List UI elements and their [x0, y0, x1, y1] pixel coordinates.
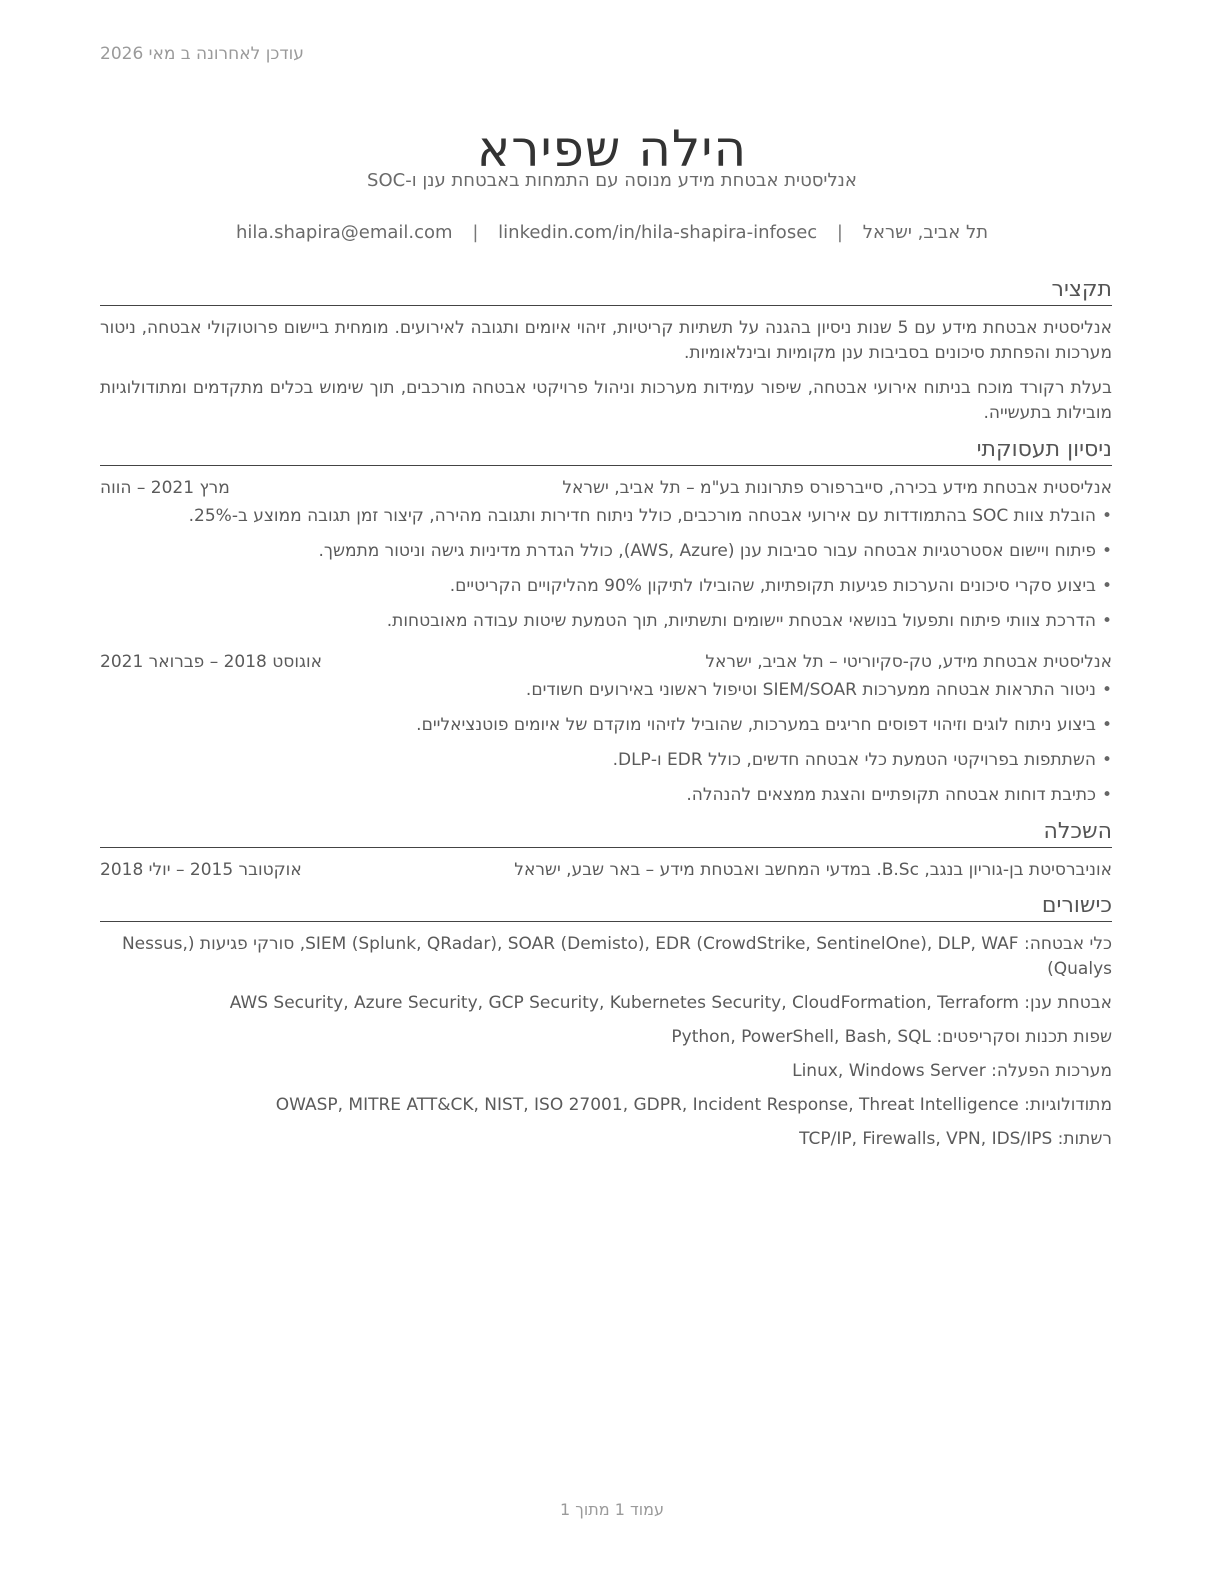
list-item: • השתתפות בפרויקטי הטמעת כלי אבטחה חדשים, כולל EDR ו-DLP. — [100, 748, 1096, 773]
section-title-skills: כישורים — [100, 892, 1112, 922]
section-title-education: השכלה — [100, 818, 1112, 848]
skill-row-methodologies: מתודולוגיות: OWASP, MITRE ATT&CK, NIST, ISO 27001, GDPR, Incident Response, Threat Intelligence — [275, 1095, 1112, 1115]
skills-section — [100, 892, 1112, 1152]
skill-row-programming: שפות תכנות וסקריפטים: Python, PowerShell, Bash, SQL — [671, 1027, 1112, 1047]
contact-separator: | — [836, 222, 843, 243]
skill-row-cloud-security: אבטחת ענן: AWS Security, Azure Security, GCP Security, Kubernetes Security, CloudFormation, Terraform — [229, 993, 1112, 1013]
list-item: • כתיבת דוחות אבטחה תקופתיים והצגת ממצאים להנהלה. — [100, 783, 1096, 808]
list-item: • פיתוח ויישום אסטרטגיות אבטחה עבור סביבות ענן (AWS, Azure), כולל הגדרת מדיניות גישה וניטור מתמשך. — [100, 539, 1096, 564]
summary-paragraph: בעלת רקורד מוכח בניתוח אירועי אבטחה, שיפור עמידות מערכות וניהול פרויקטי אבטחה מורכבים, תוך שימוש בכלים מתקדמים ומתודולוגיות מובילות בתעשייה. — [100, 378, 1112, 423]
skill-row-networking: רשתות: TCP/IP, Firewalls, VPN, IDS/IPS — [799, 1129, 1112, 1149]
job-dates: מרץ 2021 – הווה — [100, 478, 230, 498]
skill-row-operating-systems: מערכות הפעלה: Linux, Windows Server — [792, 1061, 1112, 1081]
experience-section — [100, 436, 1112, 808]
job-title-company: אנליסטית אבטחת מידע, טק-סקיוריטי – תל אביב, ישראל — [705, 652, 1112, 672]
page-number: עמוד 1 מתוך 1 — [560, 1500, 664, 1519]
education-dates: אוקטובר 2015 – יולי 2018 — [100, 860, 302, 880]
section-title-experience: ניסיון תעסוקתי — [100, 436, 1112, 466]
contact-location: תל אביב, ישראל — [862, 222, 989, 243]
contact-line — [0, 222, 1224, 243]
list-item: • ביצוע ניתוח לוגים וזיהוי דפוסים חריגים במערכות, שהוביל לזיהוי מוקדם של איומים פוטנציאליים. — [100, 713, 1096, 738]
job-title-company: אנליסטית אבטחת מידע בכירה, סייברפורס פתרונות בע"מ – תל אביב, ישראל — [562, 478, 1112, 498]
contact-email-link[interactable]: hila.shapira@email.com — [235, 222, 453, 243]
education-section — [100, 818, 1112, 882]
list-item: • הובלת צוות SOC בהתמודדות עם אירועי אבטחה מורכבים, כולל ניתוח חדירות ותגובה מהירה, קיצור זמן תגובה ממוצע ב-25%. — [100, 504, 1096, 529]
education-institution: אוניברסיטת בן-גוריון בנגב, B.Sc. במדעי המחשב ואבטחת מידע – באר שבע, ישראל — [514, 860, 1112, 880]
education-entry — [100, 858, 1112, 882]
job-header — [100, 476, 1112, 500]
list-item: • ביצוע סקרי סיכונים והערכות פגיעות תקופתיות, שהובילו לתיקון 90% מהליקויים הקריטיים. — [100, 574, 1096, 599]
contact-separator: | — [472, 222, 479, 243]
summary-section — [100, 276, 1112, 426]
section-title-summary: תקציר — [100, 276, 1112, 306]
summary-paragraph: אנליסטית אבטחת מידע עם 5 שנות ניסיון בהגנה על תשתיות קריטיות, זיהוי איומים ותגובה לאירועים. מומחית ביישום פרוטוקולי אבטחה, ניטור מערכות והפחתת סיכונים בסביבות ענן מקומיות ובינלאומיות. — [100, 318, 1113, 363]
list-item: • ניטור התראות אבטחה ממערכות SIEM/SOAR וטיפול ראשוני באירועים חשודים. — [100, 678, 1096, 703]
job-entry — [100, 476, 1112, 634]
resume-body — [100, 276, 1112, 1161]
contact-linkedin-link[interactable]: linkedin.com/in/hila-shapira-infosec — [498, 222, 818, 243]
last-updated-text: עודכן לאחרונה ב מאי 2026 — [100, 44, 304, 64]
professional-subtitle: אנליסטית אבטחת מידע מנוסה עם התמחות באבטחת ענן ו-SOC — [367, 170, 857, 191]
skill-row-security-tools: כלי אבטחה: SIEM (Splunk, QRadar), SOAR (Demisto), EDR (CrowdStrike, SentinelOne), DLP, WAF, סורקי פגיעות (Nessus, Qualys) — [121, 934, 1112, 979]
page-title: הילה שפירא — [476, 119, 748, 178]
job-header — [100, 650, 1112, 674]
job-bullets — [100, 504, 1112, 634]
job-dates: אוגוסט 2018 – פברואר 2021 — [100, 652, 322, 672]
list-item: • הדרכת צוותי פיתוח ותפעול בנושאי אבטחת יישומים ותשתיות, תוך הטמעת שיטות עבודה מאובטחות. — [100, 609, 1096, 634]
job-bullets — [100, 678, 1112, 808]
job-entry — [100, 650, 1112, 808]
